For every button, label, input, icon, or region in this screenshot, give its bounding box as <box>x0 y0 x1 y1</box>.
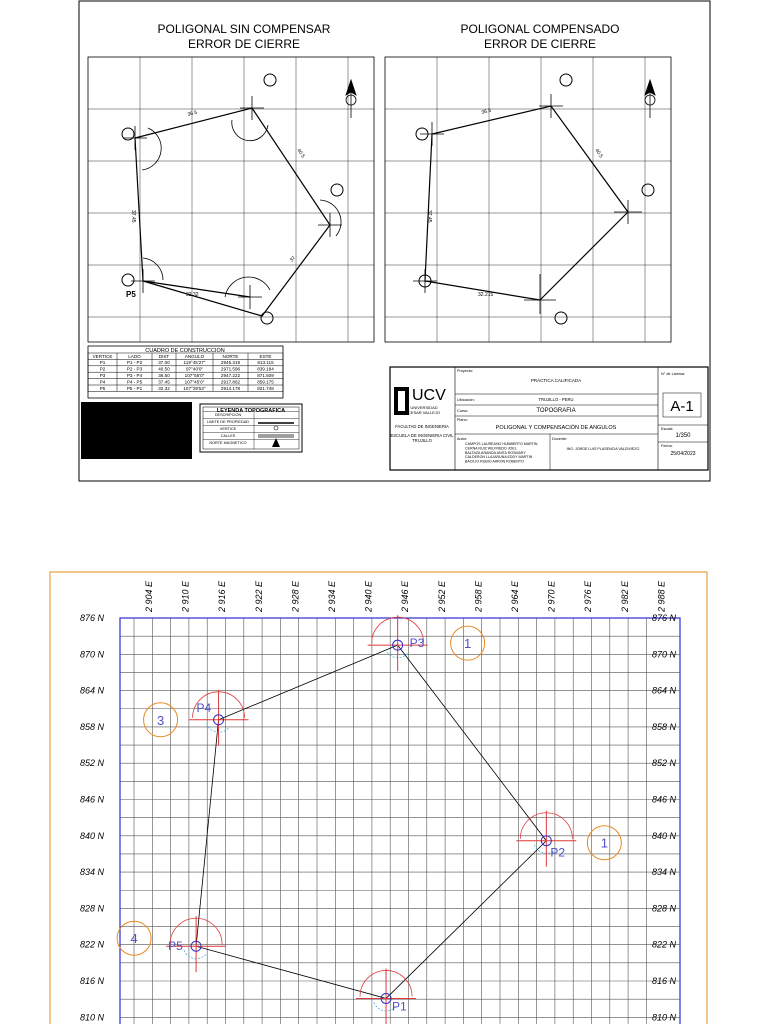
east-coordinate-label: 2 958 E <box>473 580 484 612</box>
right-title-line-1: POLIGONAL COMPENSADO <box>460 22 620 36</box>
table-header-cell: NORTE <box>222 353 239 359</box>
table-cell: 859.175 <box>257 379 274 385</box>
left-title-line-2: ERROR DE CIERRE <box>187 37 301 51</box>
fecha-label: Fecha: <box>661 444 673 448</box>
table-header-cell: ESTE <box>259 353 272 359</box>
side-label-left-5: 37.45 <box>130 210 136 223</box>
legend-item-label: DESCRIPCION <box>214 413 242 417</box>
proyecto-label: Proyecto: <box>457 369 474 373</box>
north-coordinate-label-left: 828 N <box>80 903 105 914</box>
table-cell: 107°45'0" <box>184 379 205 385</box>
north-coordinate-label-right: 858 N <box>652 721 677 732</box>
svg-text:UNIVERSIDAD: UNIVERSIDAD <box>410 405 438 410</box>
table-cell: 37.00 <box>158 360 170 366</box>
table-cell: P4 <box>99 379 106 385</box>
plano-value: POLIGONAL Y COMPENSACIÓN DE ANGULOS <box>495 425 617 431</box>
north-coordinate-label-left: 864 N <box>80 685 105 696</box>
author-name: CERNA RUIZ WILFREDO JOEL <box>465 446 517 451</box>
east-coordinate-label: 2 928 E <box>290 580 301 612</box>
vertex-label: P2 <box>550 845 566 860</box>
vertex-label: P3 <box>409 636 425 651</box>
construction-table <box>88 346 283 398</box>
north-coordinate-label-right: 846 N <box>652 794 677 805</box>
east-coordinate-label: 2 946 E <box>400 580 411 612</box>
black-block <box>81 402 192 459</box>
north-coordinate-label-left: 876 N <box>80 613 105 623</box>
vertex-label: P1 <box>392 999 407 1014</box>
table-cell: P2 - P3 <box>126 366 143 372</box>
topographic-legend <box>200 404 302 452</box>
station-circle-label: 1 <box>600 835 608 851</box>
table-cell: 2971.596 <box>220 366 241 372</box>
vertex-label: P4 <box>196 700 212 715</box>
ubicacion-label: Ubicación: <box>457 398 475 402</box>
north-coordinate-label-left: 822 N <box>80 939 105 950</box>
table-cell: P2 <box>99 366 106 372</box>
station-circle-label: 4 <box>130 931 138 947</box>
curso-value: TOPOGRAFIA <box>536 408 576 414</box>
north-coordinate-label-right: 876 N <box>652 613 677 623</box>
side-label-left-2: 40.5 <box>295 147 306 160</box>
author-name: CAMPOS LAUREANO HUMBERTO MARTIN <box>465 442 538 446</box>
school-label-1: ESCUELA DE INGENIERIA CIVIL <box>390 433 454 438</box>
lamina-value: A-1 <box>670 398 694 415</box>
table-cell: 2945.319 <box>220 360 241 366</box>
east-coordinate-label: 2 976 E <box>583 580 594 612</box>
table-cell: 40.50 <box>158 366 170 372</box>
table-cell: 37.45 <box>158 379 170 385</box>
plano-label: Plano: <box>457 418 468 422</box>
table-header-cell: VERTICE <box>92 353 113 359</box>
fecha-value: 25/04/2023 <box>670 451 696 457</box>
svg-text:CESAR VALLEJO: CESAR VALLEJO <box>407 410 441 415</box>
east-coordinate-label: 2 952 E <box>436 580 447 612</box>
north-coordinate-label-left: 852 N <box>80 758 105 769</box>
table-cell: 107°29'53" <box>183 385 206 391</box>
east-coordinate-label: 2 922 E <box>253 580 264 612</box>
north-coordinate-label-right: 822 N <box>652 939 677 950</box>
school-label-2: TRUJILLO <box>412 438 432 443</box>
north-coordinate-label-left: 858 N <box>80 721 105 732</box>
east-coordinate-label: 2 916 E <box>217 580 228 612</box>
table-cell: 36.50 <box>158 373 170 378</box>
table-cell: 821.748 <box>257 385 274 391</box>
north-coordinate-label-left: 870 N <box>80 649 105 660</box>
table-cell: 97°40'0" <box>185 366 204 372</box>
table-cell: 871.509 <box>257 373 274 378</box>
curso-label: Curso: <box>457 409 469 413</box>
north-coordinate-label-right: 828 N <box>652 903 677 914</box>
north-coordinate-label-left: 840 N <box>80 830 105 841</box>
legend-title: LEYENDA TOPOGRAFICA <box>216 408 286 414</box>
table-cell: P4 - P5 <box>126 379 143 385</box>
author-name: BACILIO RUBIO AARON ROBERTO <box>465 459 524 464</box>
east-coordinate-label: 2 982 E <box>619 580 630 612</box>
faculty-label: FACULTAD DE INGENIERIA <box>395 424 449 429</box>
north-coordinate-label-right: 852 N <box>652 758 677 769</box>
table-cell: 32.32 <box>158 385 170 391</box>
table-cell: P1 <box>99 360 106 366</box>
east-coordinate-label: 2 940 E <box>363 580 374 612</box>
side-label-right-5: 37.45 <box>426 210 432 223</box>
north-coordinate-label-right: 816 N <box>652 976 677 986</box>
north-coordinate-label-right: 834 N <box>652 867 677 878</box>
lamina-label: N° de Lámina: <box>661 372 686 376</box>
station-circle-label: 3 <box>156 712 165 728</box>
north-coordinate-label-left: 816 N <box>80 976 105 986</box>
side-label-right-2: 40.5 <box>593 147 604 160</box>
side-label-right-1: 36.5 <box>480 107 492 116</box>
table-cell: P5 - P1 <box>126 385 143 391</box>
north-coordinate-label-right: 810 N <box>652 1012 677 1023</box>
east-coordinate-label: 2 934 E <box>327 580 337 612</box>
svg-text:UCV: UCV <box>412 387 446 404</box>
east-coordinate-label: 2 904 E <box>144 580 154 612</box>
ubicacion-value: TRUJILLO - PERU <box>538 397 574 402</box>
ucv-logo <box>394 387 446 415</box>
escala-value: 1/350 <box>675 433 691 439</box>
proyecto-value: PRÁCTICA CALIFICADA <box>530 378 582 383</box>
side-label-left-4: 32.32 <box>186 292 199 298</box>
top-drawing-sheet <box>79 1 710 481</box>
east-coordinate-label: 2 964 E <box>510 580 520 612</box>
table-cell: P5 <box>99 385 106 391</box>
vertex-label: P5 <box>168 939 183 954</box>
legend-item-label: NORTE MAGNETICO <box>209 441 247 445</box>
table-cell: 2947.222 <box>220 373 241 378</box>
author-name: CALDERON LLAJARUNA EDDY MARTIN <box>465 455 533 460</box>
table-header-cell: DIST <box>158 353 170 359</box>
escala-label: Escala: <box>661 427 674 431</box>
table-cell: P3 - P4 <box>126 373 143 378</box>
author-name: BALTAZA ARANDA ANITA ROSMARY <box>465 450 526 455</box>
right-title-line-2: ERROR DE CIERRE <box>483 37 597 51</box>
table-cell: 813.115 <box>257 360 274 366</box>
table-cell: 107°55'0" <box>184 373 205 378</box>
left-title-line-1: POLIGONAL SIN COMPENSAR <box>157 22 331 36</box>
side-label-right-4: 32.215 <box>478 292 494 298</box>
table-cell: 2917.862 <box>220 379 241 385</box>
station-circle-label: 1 <box>464 636 472 652</box>
east-coordinate-label: 2 988 E <box>656 580 667 612</box>
docente-value: ING. JORGE LUIS PLASENCIA VALDIVIEZO <box>566 447 640 451</box>
table-cell: 2914.178 <box>220 385 241 391</box>
north-coordinate-label-right: 840 N <box>652 830 677 841</box>
north-coordinate-label-left: 846 N <box>80 794 105 805</box>
table-cell: P1 - P2 <box>126 360 143 366</box>
vertex-label-p5-left: P5 <box>126 290 136 299</box>
side-label-left-1: 36.5 <box>186 109 198 118</box>
autor-label: Autor: <box>457 437 468 441</box>
table-cell: P3 <box>99 373 106 378</box>
table-cell: 119°45'27" <box>183 360 206 366</box>
docente-label: Docente: <box>552 437 568 441</box>
grid-detail-panel <box>50 572 707 1024</box>
title-block <box>390 367 708 470</box>
east-coordinate-label: 2 970 E <box>546 580 557 612</box>
north-coordinate-label-left: 834 N <box>80 867 105 878</box>
legend-item-label: LIMITE DE PROPIEDAD <box>207 420 249 424</box>
table-header-cell: ANGULO <box>184 353 205 359</box>
legend-item-label: VERTICE <box>219 427 237 431</box>
legend-item-label: CALLES <box>220 434 236 438</box>
north-coordinate-label-right: 864 N <box>652 685 677 696</box>
table-header-cell: LADO <box>128 353 141 359</box>
side-label-left-3: 37 <box>288 255 298 264</box>
east-coordinate-label: 2 910 E <box>180 580 191 612</box>
north-coordinate-label-right: 870 N <box>652 649 677 660</box>
north-coordinate-label-left: 810 N <box>80 1012 105 1023</box>
table-cell: 839.184 <box>257 366 274 372</box>
construction-table-title: CUADRO DE CONSTRUCCION <box>145 348 225 354</box>
